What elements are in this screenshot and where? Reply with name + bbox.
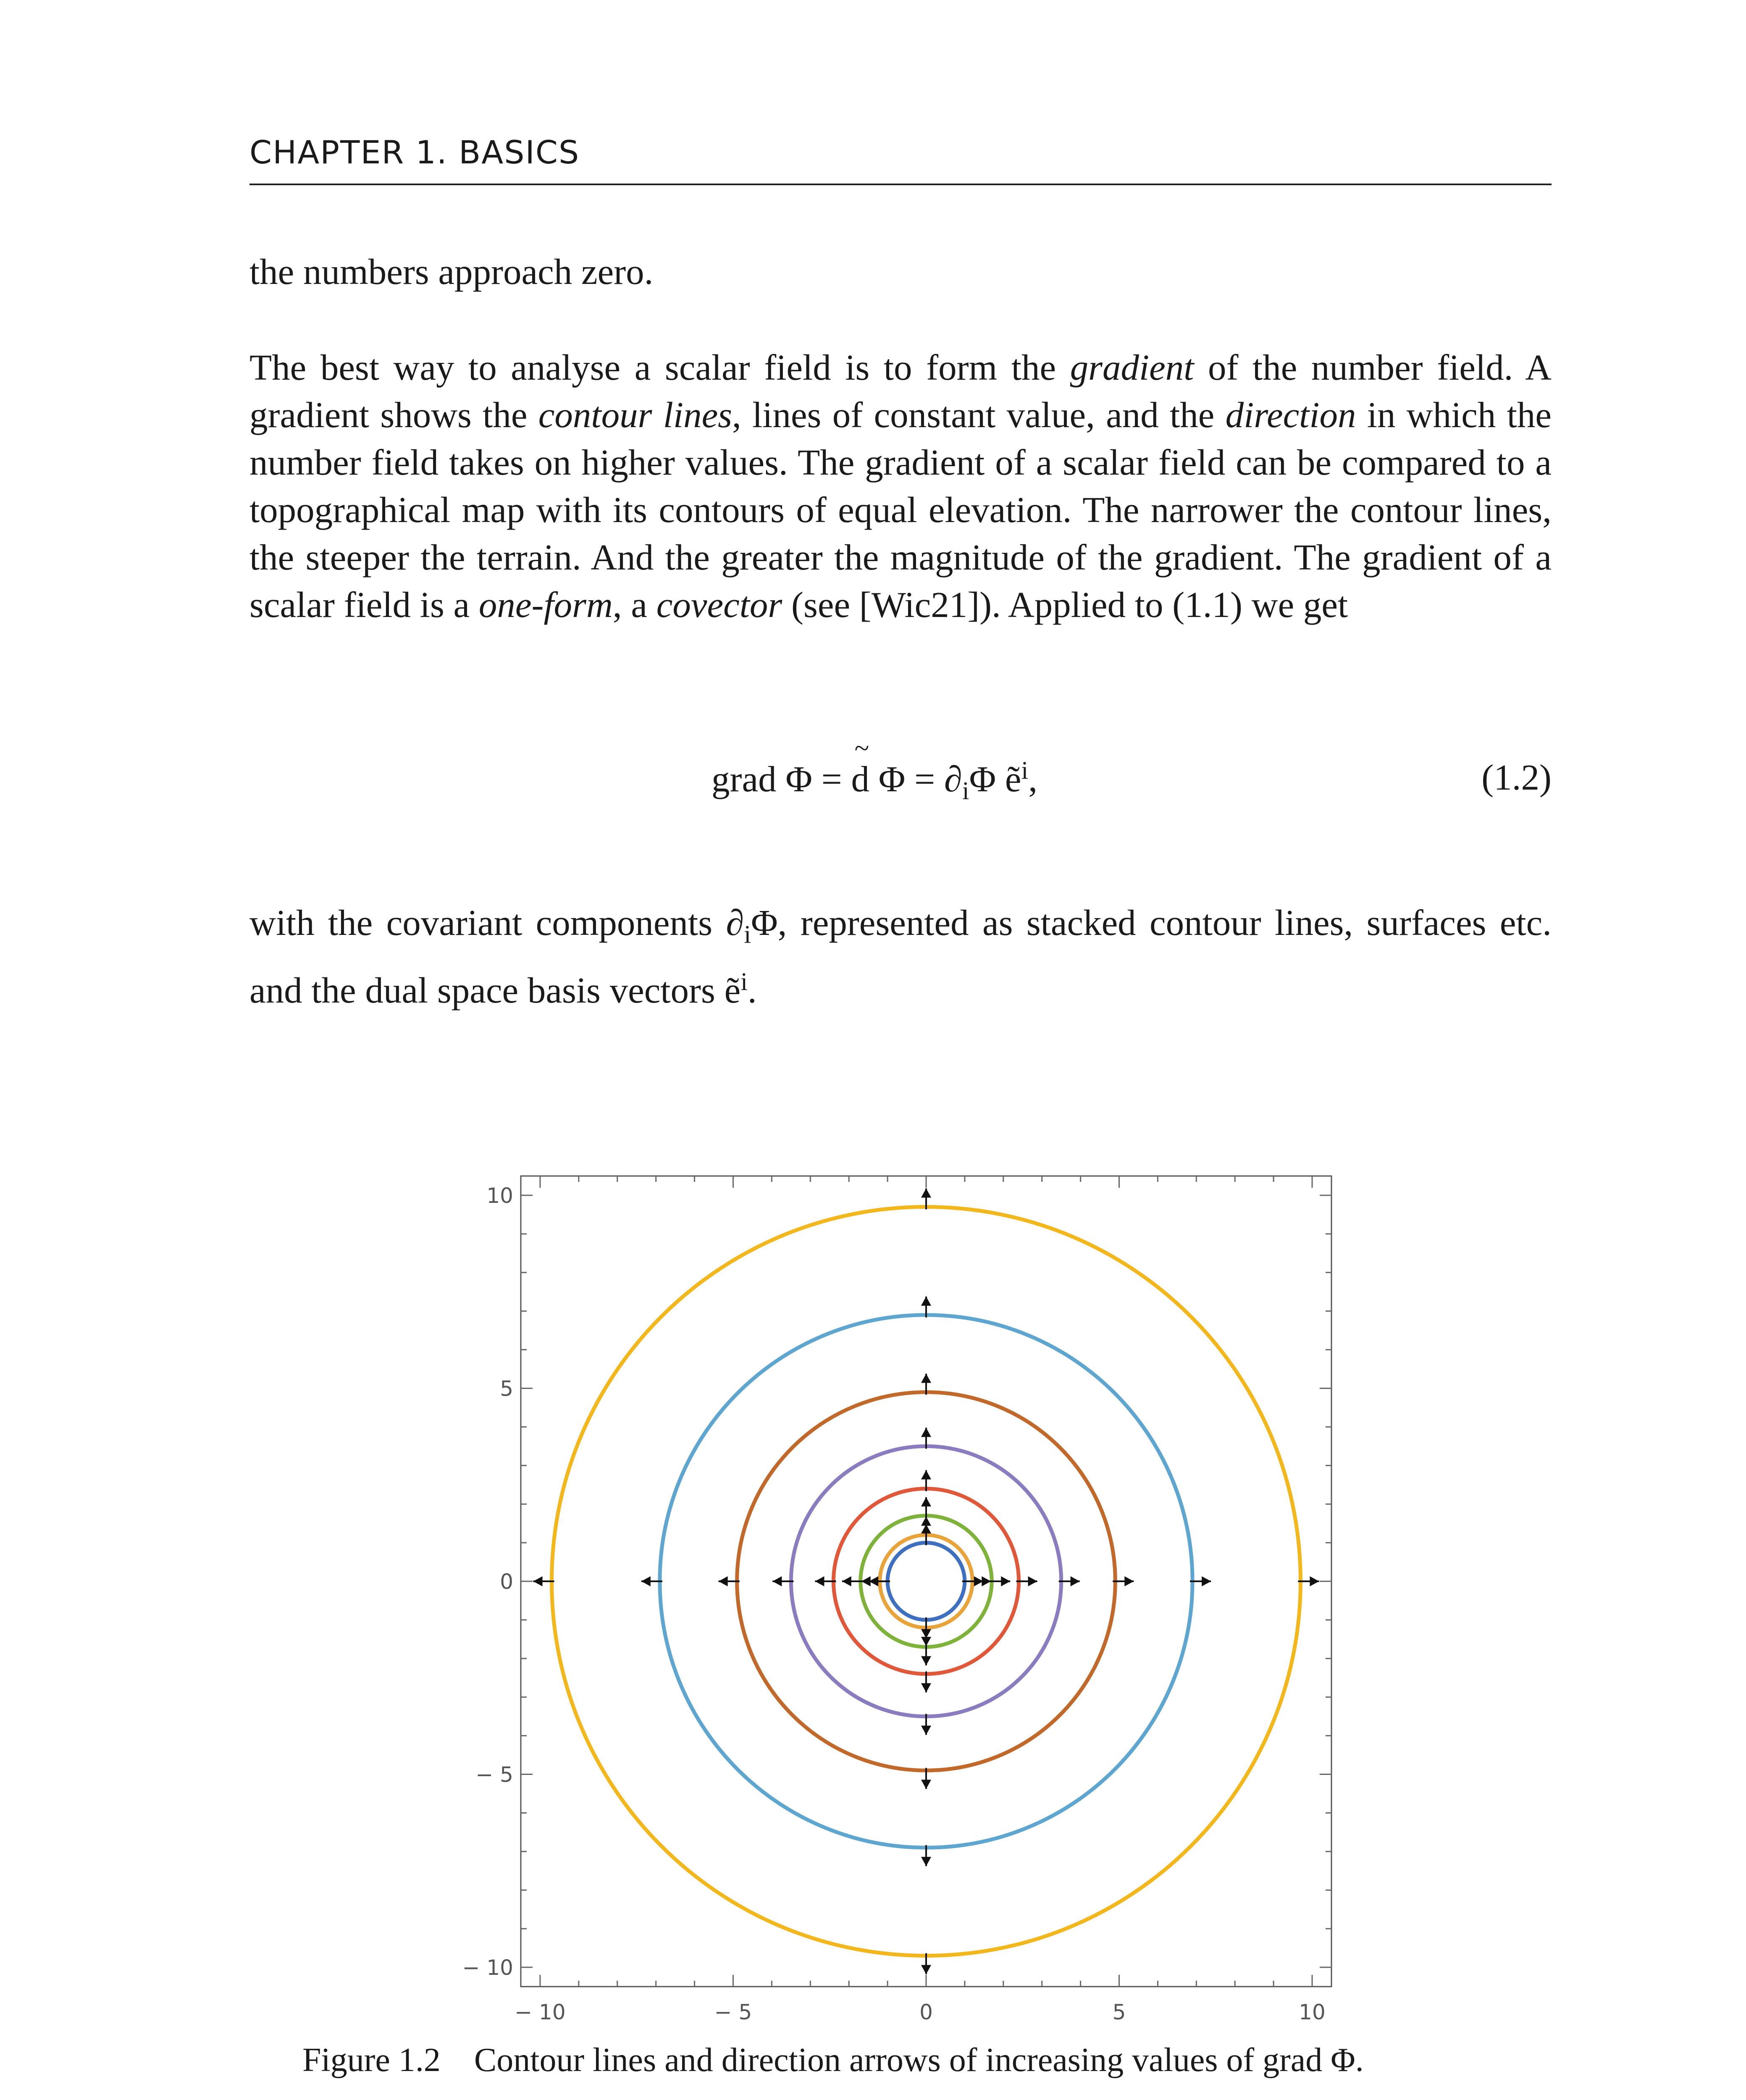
paragraph-covariant: with the covariant components $\partial_i\Phi$, represented as stacked contour lines, surfaces etc. and the dual space basis vectors ẽ$^i$. — [249, 902, 1552, 1011]
gradient-arrow-head — [921, 1965, 931, 1974]
y-tick-label: − 5 — [475, 1762, 513, 1787]
contour-line — [887, 1543, 965, 1620]
contour-line — [660, 1315, 1192, 1848]
gradient-arrow-head — [1124, 1576, 1134, 1586]
contour-plot — [462, 1159, 1344, 2024]
x-tick-label: 10 — [1299, 2000, 1326, 2024]
emphasis-covector: covector — [656, 584, 782, 625]
gradient-arrow-head — [921, 1189, 931, 1198]
x-tick-label: 5 — [1112, 2000, 1126, 2024]
gradient-arrow-head — [641, 1576, 651, 1586]
x-tick-label: − 5 — [714, 2000, 752, 2024]
gradient-arrow-head — [1001, 1576, 1010, 1586]
caption-text: Contour lines and direction arrows of increasing values of grad Φ. — [474, 2042, 1364, 2079]
equation-1-2 — [249, 756, 1552, 811]
paragraph-gradient: The best way to analyse a scalar field is to form the gradient of the number field. A gradient shows the contour lines, lines of constant value, and the direction in which the number field takes on higher values. The gradient of a scalar field can be compared to a topographical map with its contours of equal elevation. The narrower the contour lines, the steeper the terrain. And the greater the magnitude of the gradient. The gradient of a scalar field is a one-form, a covector (see [Wic21]). Applied to (1.1) we get — [249, 347, 1552, 625]
gradient-arrow-head — [921, 1726, 931, 1735]
emphasis-gradient: gradient — [1070, 347, 1194, 388]
gradient-arrow-head — [921, 1428, 931, 1437]
gradient-arrow-head — [1071, 1576, 1080, 1586]
gradient-arrow-head — [921, 1780, 931, 1789]
gradient-arrow-head — [921, 1656, 931, 1665]
gradient-arrow-head — [533, 1576, 543, 1586]
gradient-arrow-head — [921, 1857, 931, 1866]
header-rule — [249, 184, 1552, 185]
gradient-arrow-head — [921, 1683, 931, 1693]
gradient-arrow-head — [921, 1297, 931, 1306]
y-tick-label: − 10 — [462, 1956, 513, 1980]
gradient-arrow-head — [1310, 1576, 1319, 1586]
gradient-arrow-head — [815, 1576, 824, 1586]
y-tick-label: 10 — [486, 1183, 513, 1208]
emphasis-contour-lines: contour lines — [538, 394, 733, 435]
gradient-arrow-head — [1202, 1576, 1211, 1586]
emphasis-one-form: one-form — [478, 584, 613, 625]
gradient-arrow-head — [772, 1576, 782, 1586]
gradient-arrow-head — [719, 1576, 728, 1586]
y-tick-label: 0 — [500, 1570, 513, 1594]
gradient-arrow-head — [921, 1374, 931, 1383]
contour-line — [880, 1535, 973, 1628]
equation-body: grad Φ = ~ d $\Phi = \partial_i\Phi$ ẽ$^i$, — [712, 756, 1037, 805]
running-header: CHAPTER 1. BASICS — [249, 134, 580, 171]
caption-label: Figure 1.2 — [302, 2042, 441, 2079]
gradient-arrow-head — [921, 1470, 931, 1479]
gradient-arrow-head — [842, 1576, 851, 1586]
y-tick-label: 5 — [500, 1376, 513, 1401]
emphasis-direction: direction — [1225, 394, 1356, 435]
figure-caption — [302, 2041, 1364, 2079]
contour-line — [737, 1392, 1116, 1771]
x-tick-label: 0 — [919, 2000, 933, 2024]
gradient-arrow-head — [1028, 1576, 1037, 1586]
contour-line — [552, 1207, 1301, 1956]
intro-line: the numbers approach zero. — [249, 251, 654, 292]
x-tick-label: − 10 — [515, 2000, 566, 2024]
gradient-arrow-head — [921, 1497, 931, 1507]
equation-number: (1.2) — [1481, 757, 1552, 798]
